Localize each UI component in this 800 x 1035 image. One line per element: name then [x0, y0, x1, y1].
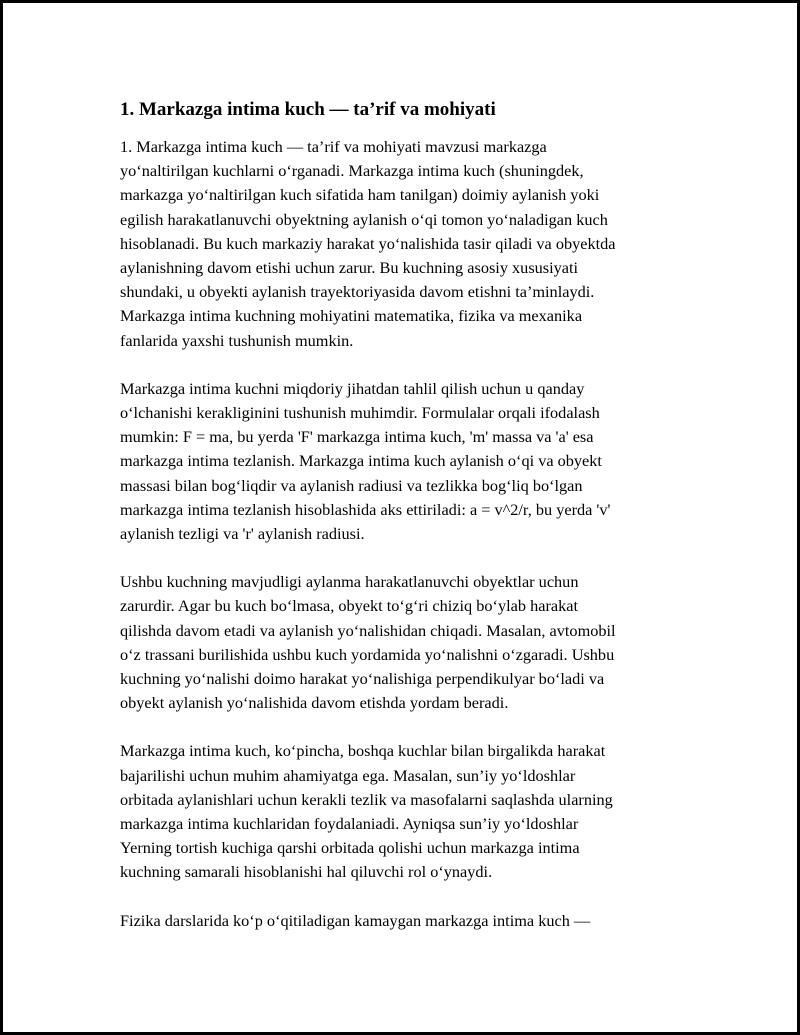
paragraph-necessity: Ushbu kuchning mavjudligi aylanma harakatlanuvchi obyektlar uchun zarurdir. Agar bu kuch bo‘lmasa, obyekt to‘g‘ri chiziq bo‘ylab harakat qilishda davom etadi va aylanish yo‘nalishidan chiqadi. Masalan, avtomobil o‘z trassani burilishida ushbu kuch yordamida yo‘nalishni o‘zgaradi. Ushbu kuchning yo‘nalishi doimo harakat yo‘nalishiga perpendikulyar bo‘ladi va obyekt aylanish yo‘nalishida davom etishda yordam beradi.	[120, 572, 616, 713]
paragraph-formula: Markazga intima kuchni miqdoriy jihatdan tahlil qilish uchun u qanday o‘lchanishi kerakliginini tushunish muhimdir. Formulalar orqali ifodalash mumkin: F = ma, bu yerda 'F' markazga intima kuch, 'm' massa va 'a' esa markazga intima tezlanish. Markazga intima kuch aylanish o‘qi va obyekt massasi bilan bog‘liqdir va aylanish radiusi va tezlikka bog‘liq bo‘lgan markazga intima tezlanish hisoblashida aks ettiriladi: a = v^2/r, bu yerda 'v' aylanish tezligi va 'r' aylanish radiusi.	[120, 378, 611, 544]
paragraph-definition: 1. Markazga intima kuch — ta’rif va mohiyati mavzusi markazga yo‘naltirilgan kuchlarni o‘rganadi. Markazga intima kuch (shuningdek, markazga yo‘naltirilgan kuch sifatida ham tanilgan) doimiy aylanish yoki egilish harakatlanuvchi obyektning aylanish o‘qi tomon yo‘naladigan kuch hisoblanadi. Bu kuch markaziy harakat yo‘nalishida tasir qiladi va obyektda aylanishning davom etishi uchun zarur. Bu kuchning asosiy xususiyati shundaki, u obyekti aylanish trayektoriyasida davom etishni ta’minlaydi. Markazga intima kuchning mohiyatini matematika, fizika va mexanika fanlarida yaxshi tushunish mumkin.	[120, 137, 616, 350]
document-content	[120, 97, 680, 957]
paragraph-satellites: Markazga intima kuch, ko‘pincha, boshqa kuchlar bilan birgalikda harakat bajarilishi uchun muhim ahamiyatga ega. Masalan, sun’iy yo‘ldoshlar orbitada aylanishlari uchun kerakli tezlik va masofalarni saqlashda ularning markazga intima kuchlaridan foydalaniadi. Ayniqsa sun’iy yo‘ldoshlar Yerning tortish kuchiga qarshi orbitada qolishi uchun markazga intima kuchning samarali hisoblanishi hal qiluvchi rol o‘ynaydi.	[120, 741, 613, 882]
section-heading: 1. Markazga intima kuch — ta’rif va mohiyati	[120, 99, 496, 120]
paragraph-physics-lessons: Fizika darslarida ko‘p o‘qitiladigan kamaygan markazga intima kuch —	[120, 910, 591, 930]
